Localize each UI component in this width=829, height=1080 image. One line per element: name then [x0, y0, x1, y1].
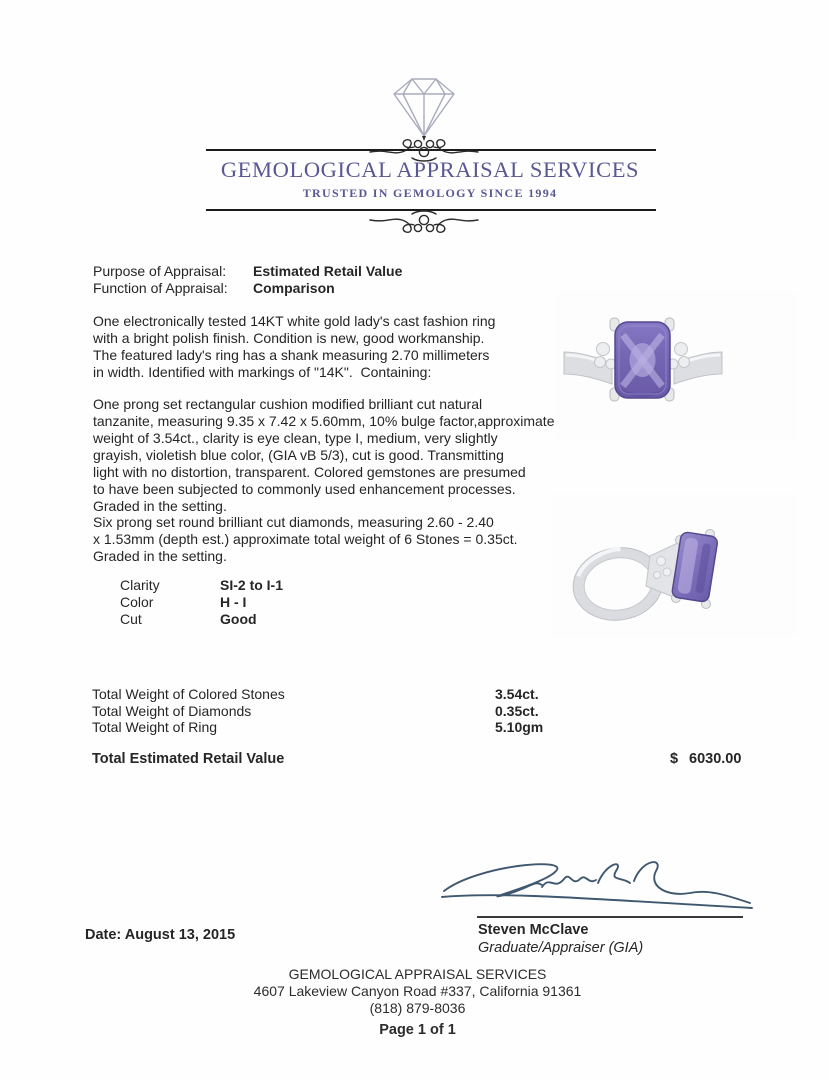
purpose-value: Estimated Retail Value [253, 263, 403, 279]
diamond-logo-icon [372, 74, 476, 142]
footer-company: GEMOLOGICAL APPRAISAL SERVICES [288, 966, 547, 982]
signature-line [477, 916, 743, 918]
text-line: One electronically tested 14KT white gold lady's cast fashion ring [93, 313, 496, 329]
company-title: GEMOLOGICAL APPRAISAL SERVICES [220, 157, 640, 182]
appraisal-date: Date: August 13, 2015 [85, 927, 236, 943]
text-line: with a bright polish finish. Condition is new, good workmanship. [93, 330, 485, 346]
currency-symbol: $ [670, 751, 679, 767]
clarity-label: Clarity [120, 577, 160, 593]
diamond-grades-table [120, 577, 283, 628]
total-colored-stones-label: Total Weight of Colored Stones [92, 686, 285, 702]
text-line: in width. Identified with markings of "14K". Containing: [93, 364, 432, 380]
text-line: weight of 3.54ct., clarity is eye clean, type I, medium, very slightly [93, 430, 498, 446]
text-line: One prong set rectangular cushion modified brilliant cut natural [93, 396, 483, 412]
ring-description-paragraph [93, 313, 495, 381]
text-line: light with no distortion, transparent. Colored gemstones are presumed [93, 464, 526, 480]
signer-name: Steven McClave [478, 922, 589, 938]
text-line: Six prong set round brilliant cut diamonds, measuring 2.60 - 2.40 [93, 514, 494, 530]
signature-image [438, 857, 756, 915]
retail-value-amount: 6030.00 [689, 751, 742, 767]
color-label: Color [120, 594, 154, 610]
text-line: grayish, violetish blue color, (GIA vB 5/3), cut is good. Transmitting [93, 447, 504, 463]
flourish-ornament-bottom [368, 206, 480, 238]
function-value: Comparison [253, 280, 335, 296]
diamond-description-paragraph [93, 514, 518, 565]
text-line: x 1.53mm (depth est.) approximate total weight of 6 Stones = 0.35ct. [93, 531, 518, 547]
company-tagline: TRUSTED IN GEMOLOGY SINCE 1994 [302, 186, 558, 200]
text-line: to have been subjected to commonly used enhancement processes. [93, 481, 516, 497]
purpose-row [93, 263, 402, 280]
total-diamonds-row [92, 703, 792, 720]
text-line: The featured lady's ring has a shank measuring 2.70 millimeters [93, 347, 490, 363]
grade-row-color [120, 594, 283, 611]
text-line: Graded in the setting. [93, 498, 227, 514]
footer-address: 4607 Lakeview Canyon Road #337, California 91361 [253, 983, 582, 999]
total-ring-weight-row [92, 719, 792, 736]
total-colored-stones-row [92, 686, 792, 703]
page-number: Page 1 of 1 [379, 1022, 456, 1038]
signer-title: Graduate/Appraiser (GIA) [478, 940, 644, 956]
grade-row-cut [120, 611, 283, 628]
cut-value: Good [220, 611, 257, 627]
ring-photo-side [552, 494, 798, 636]
function-label: Function of Appraisal: [93, 280, 228, 296]
tanzanite-description-paragraph [93, 396, 555, 515]
ring-photo-front [556, 292, 798, 440]
purpose-label: Purpose of Appraisal: [93, 263, 227, 279]
clarity-value: SI-2 to I-1 [220, 577, 284, 593]
cut-label: Cut [120, 611, 142, 627]
totals-table [92, 686, 792, 736]
tanzanite-stone [615, 322, 670, 398]
total-colored-stones-value: 3.54ct. [495, 686, 539, 702]
footer-phone: (818) 879-8036 [369, 1000, 466, 1016]
color-value: H - I [220, 594, 247, 610]
text-line: Graded in the setting. [93, 548, 227, 564]
total-diamonds-value: 0.35ct. [495, 702, 539, 719]
total-diamonds-label: Total Weight of Diamonds [92, 702, 252, 719]
retail-value-row [0, 751, 829, 771]
function-row [93, 280, 402, 297]
appraisal-info-block [93, 263, 402, 297]
grade-row-clarity [120, 577, 283, 594]
total-ring-weight-value: 5.10gm [495, 719, 544, 735]
text-line: tanzanite, measuring 9.35 x 7.42 x 5.60mm, 10% bulge factor,approximate [93, 413, 555, 429]
total-ring-weight-label: Total Weight of Ring [92, 719, 218, 735]
document-footer [15, 966, 820, 1039]
retail-value-label: Total Estimated Retail Value [92, 751, 285, 767]
